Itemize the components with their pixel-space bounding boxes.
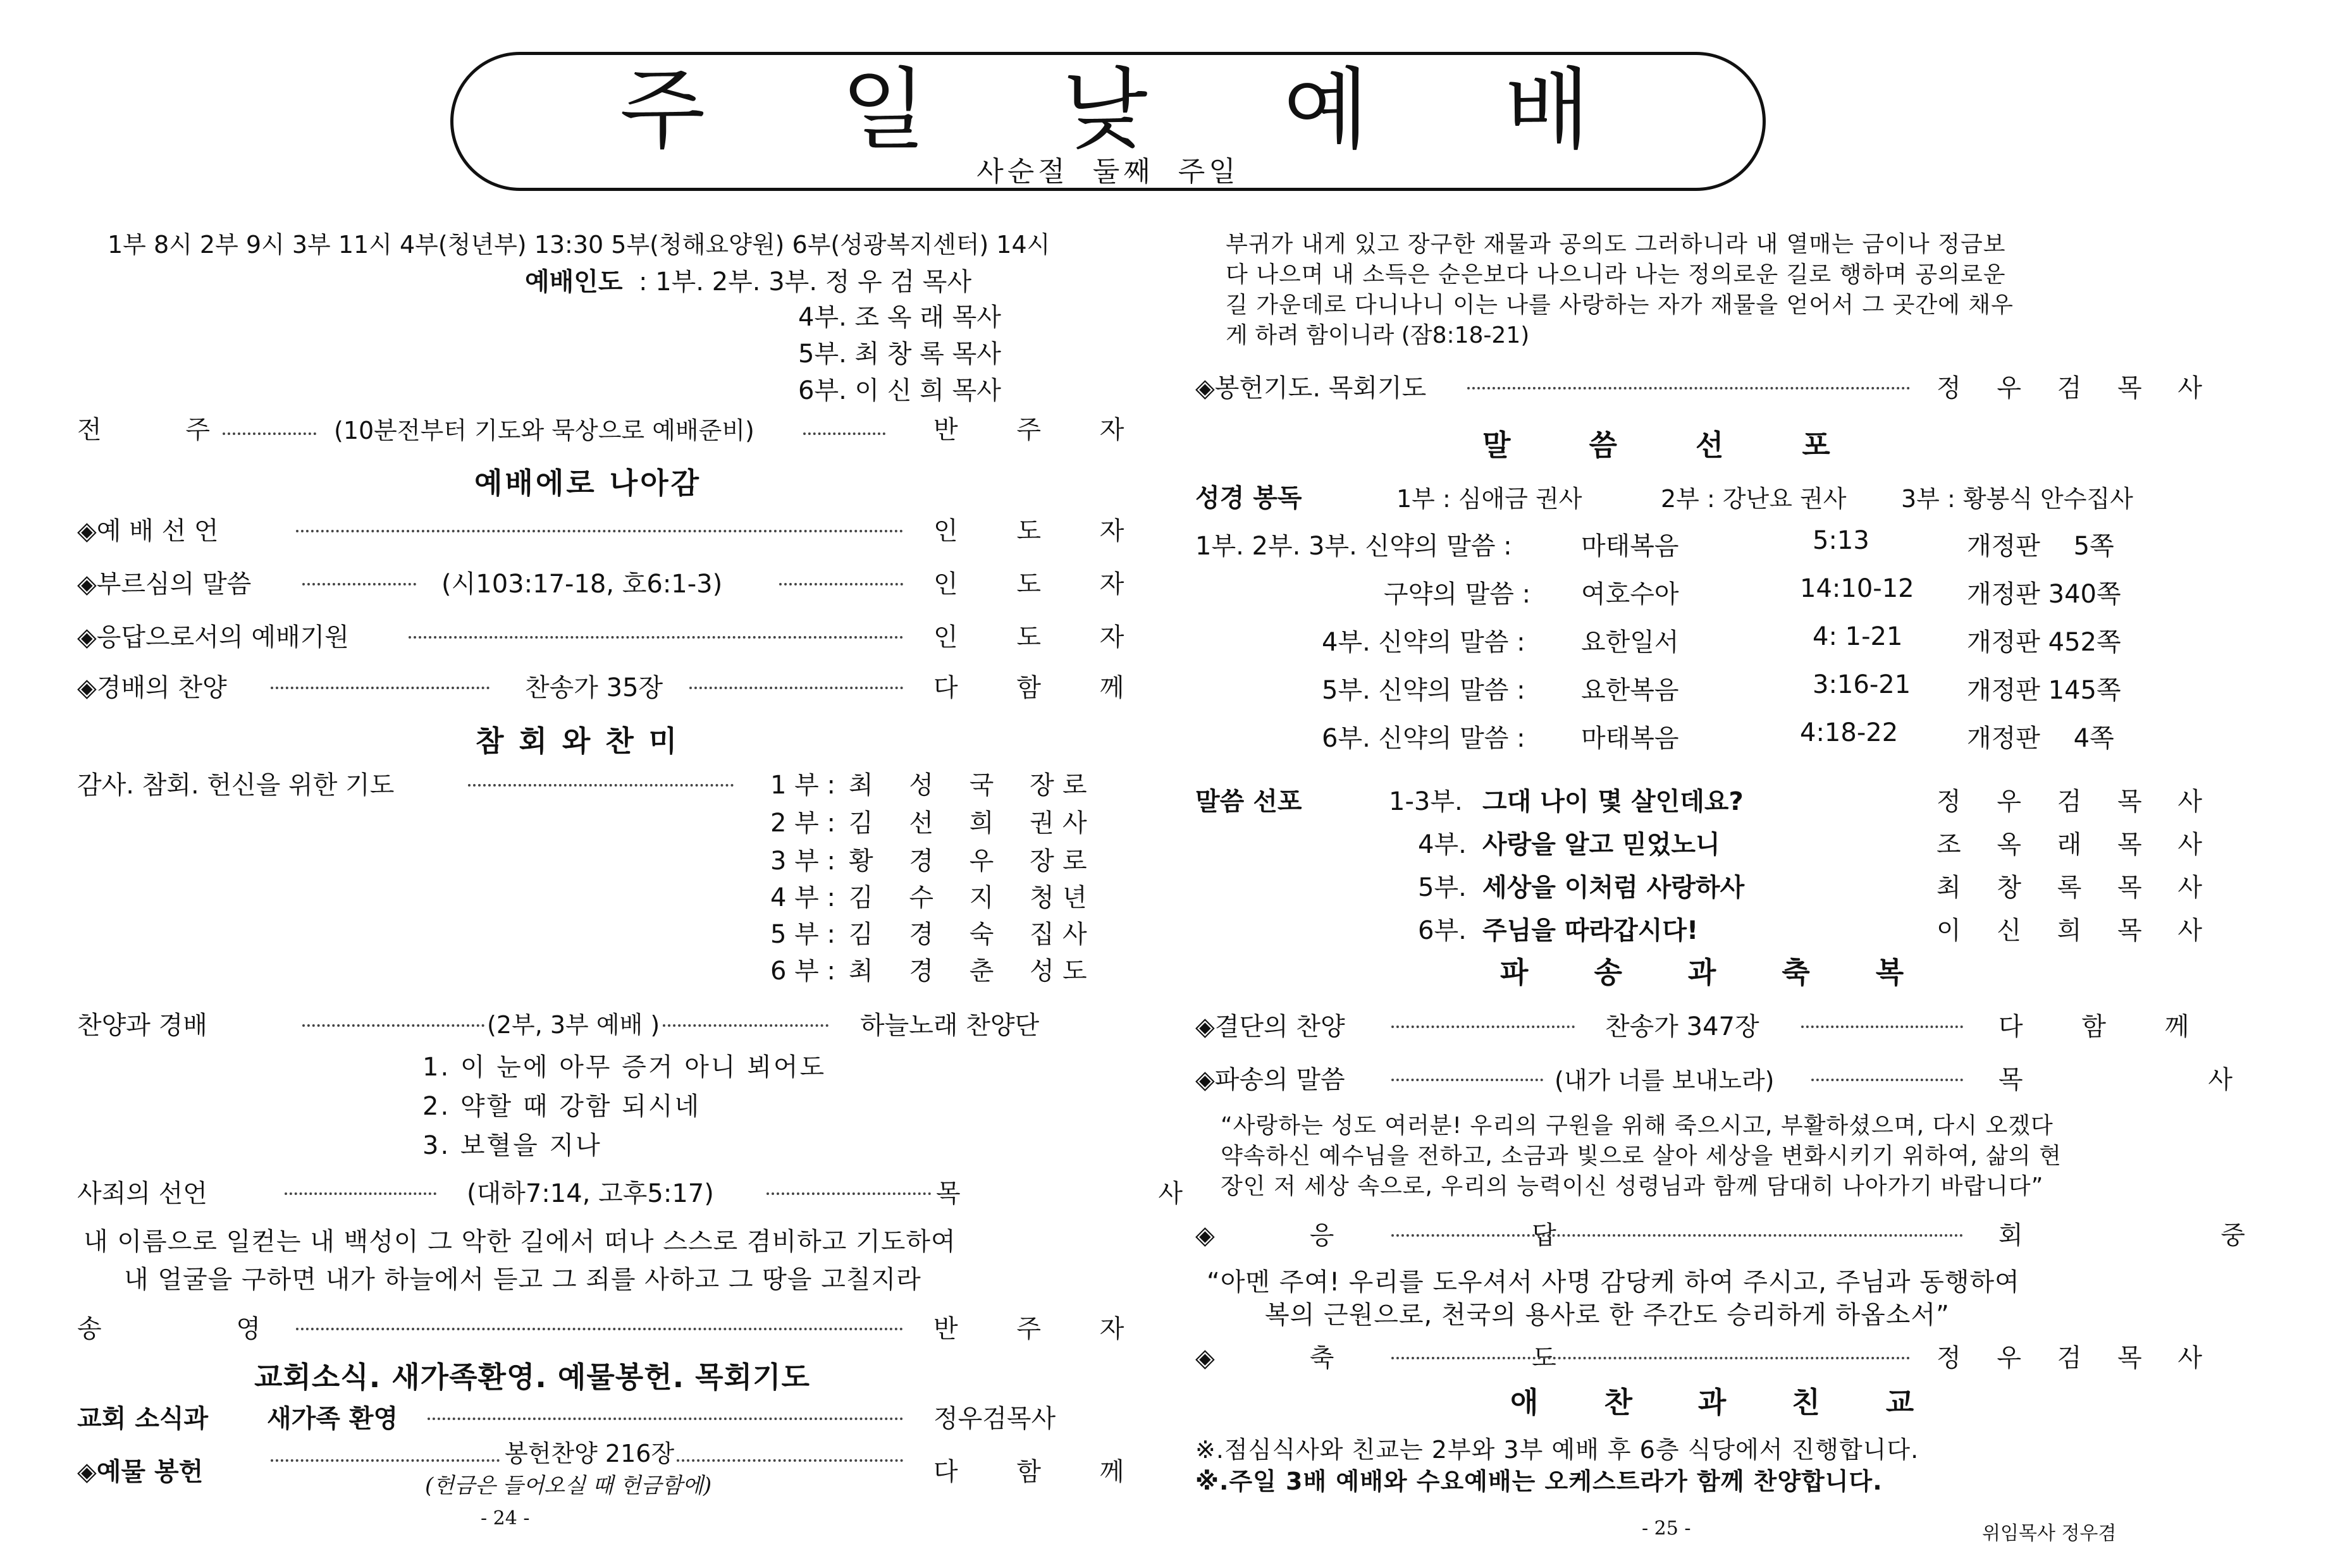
news-right: 정우검목사 [933, 1404, 1056, 1433]
choir-right: 하늘노래 찬양단 [860, 1011, 1040, 1040]
offering-label: ◈예물 봉헌 [77, 1457, 204, 1486]
absolution-right: 목 사 [936, 1179, 1278, 1208]
scripture-text-3: 길 가운데로 다니나니 이는 나를 사랑하는 자가 재물을 얻어서 그 곳간에 채우 [1226, 292, 2014, 318]
reading-book: 요한일서 [1581, 628, 1679, 657]
prayer-part: 4 부 : [770, 883, 835, 912]
reader-1: 1부 : 심애금 권사 [1396, 485, 1582, 513]
reading-page: 개정판 4쪽 [1967, 724, 2114, 753]
leader-dots [296, 1328, 903, 1330]
liturgy-label-2: ◈부르심의 말씀 [77, 570, 252, 599]
section-heading-6: 애 찬 과 친 교 [1510, 1385, 1917, 1419]
response-right: 회 중 [1998, 1221, 2340, 1250]
glory-right: 반 주 자 [933, 1314, 1150, 1344]
resolution-label: ◈결단의 찬양 [1195, 1012, 1345, 1041]
hymn-line-2: 2. 약할 때 강함 되시네 [422, 1092, 701, 1121]
page-number-right: - 25 - [1642, 1517, 1691, 1540]
leader-dots [1811, 1079, 1963, 1081]
prelude-note: (10분전부터 기도와 묵상으로 예배준비) [334, 417, 754, 444]
prayer-role: 년 [1062, 883, 1087, 912]
leader-dots [271, 1459, 500, 1462]
leader-dots [409, 636, 903, 639]
choir-label: 찬양과 경배 [77, 1011, 207, 1040]
section-heading-3: 교회소식. 새가족환영. 예물봉헌. 목회기도 [254, 1360, 810, 1394]
leader-dots [779, 583, 903, 585]
leaders-row-3: 5부. 최 창 록 목사 [798, 340, 1001, 369]
prayer-name: 김 선 희 권 [849, 809, 1068, 838]
prayer-name: 황 경 우 장 [849, 847, 1068, 876]
sermon-title: 사랑을 알고 믿었노니 [1482, 830, 1720, 859]
page-number-left: - 24 - [481, 1507, 530, 1529]
sending-text-2: 약속하신 예수님을 전하고, 소금과 빛으로 살아 세상을 변화시키기 위하여, 삶의 현 [1221, 1143, 2062, 1169]
leader-dots [468, 784, 734, 787]
response-text-2: 복의 근원으로, 천국의 용사로 한 주간도 승리하게 하옵소서” [1265, 1301, 1950, 1330]
scripture-text-2: 다 나으며 내 소득은 순은보다 나으니라 나는 정의로운 길로 행하며 공의로운 [1226, 262, 2006, 288]
leader-dots [302, 583, 416, 585]
reading-verse: 4: 1-21 [1813, 622, 1903, 651]
resolution-right: 다 함 께 [1998, 1012, 2215, 1041]
prelude-label: 전 주 [77, 415, 248, 444]
section-heading-2: 참 회 와 찬 미 [476, 724, 680, 758]
scripture-text-4: 게 하려 함이니라 (잠8:18-21) [1226, 322, 1530, 348]
liturgy-label-4: ◈경배의 찬양 [77, 673, 227, 702]
leader-dots [1801, 1026, 1963, 1028]
sermon-part: 6부. [1418, 916, 1467, 945]
sermon-preacher: 조 옥 래 목 사 [1937, 830, 2217, 859]
hymn-line-1: 1. 이 눈에 아무 증거 아니 뵈어도 [422, 1053, 827, 1082]
liturgy-right-4: 다 함 께 [933, 673, 1150, 702]
footer-pastor: 위임목사 정우겸 [1982, 1522, 2117, 1545]
offering-note: (헌금은 들어오실 때 헌금함에) [425, 1473, 712, 1498]
liturgy-right-2: 인 도 자 [933, 570, 1150, 599]
page-title: 주 일 낮 예 배 [619, 59, 1597, 162]
section-heading-4: 말 씀 선 포 [1482, 428, 1833, 462]
reading-part: 6부. 신약의 말씀 : [1322, 724, 1525, 753]
sermon-title: 주님을 따라갑시다! [1482, 916, 1699, 945]
page-subtitle: 사순절 둘째 주일 [976, 156, 1240, 188]
leader-dots [296, 530, 903, 532]
leader-dots [1467, 387, 1910, 389]
offering-right: 다 함 께 [933, 1457, 1150, 1486]
reading-verse: 3:16-21 [1813, 670, 1911, 699]
leader-dots [428, 1418, 903, 1420]
prayer-name: 김 수 지 청 [849, 883, 1068, 912]
reading-page: 개정판 340쪽 [1967, 580, 2121, 609]
reading-label: 성경 봉독 [1195, 484, 1302, 513]
sending-text-3: 장인 저 세상 속으로, 우리의 능력이신 성령님과 함께 담대히 나아가기 바랍니다” [1221, 1173, 2044, 1199]
prelude-right: 반 주 자 [933, 415, 1150, 444]
sermon-preacher: 최 창 록 목 사 [1937, 873, 2217, 902]
liturgy-middle-4: 찬송가 35장 [525, 673, 663, 702]
liturgy-right-1: 인 도 자 [933, 517, 1150, 546]
reading-book: 마태복음 [1581, 724, 1679, 753]
service-times: 1부 8시 2부 9시 3부 11시 4부(청년부) 13:30 5부(청해요양원) 6부(성광복지센터) 14시 [108, 231, 1050, 259]
absolution-text-1: 내 이름으로 일컫는 내 백성이 그 악한 길에서 떠나 스스로 겸비하고 기도하여 [83, 1227, 956, 1256]
prayer-name: 최 경 춘 성 [849, 957, 1068, 986]
reading-verse: 14:10-12 [1800, 574, 1914, 603]
leader-dots [767, 1192, 931, 1195]
reading-verse: 5:13 [1813, 526, 1869, 555]
leader-dots [223, 432, 316, 435]
reading-page: 개정판 452쪽 [1967, 628, 2121, 657]
prayer-part: 1 부 : [770, 771, 835, 800]
reader-3: 3부 : 황봉식 안수집사 [1901, 485, 2133, 513]
sending-right: 목 사 [1998, 1065, 2321, 1094]
reading-part: 1부. 2부. 3부. 신약의 말씀 : [1195, 532, 1512, 561]
prayer-part: 6 부 : [770, 957, 835, 986]
response-text-1: “아멘 주여! 우리를 도우셔서 사명 감당케 하여 주시고, 주님과 동행하여 [1207, 1268, 2020, 1297]
sermon-part: 1-3부. [1389, 787, 1463, 816]
sending-text-1: “사랑하는 성도 여러분! 우리의 구원을 위해 죽으시고, 부활하셨으며, 다시 오겠다 [1221, 1113, 2054, 1139]
reading-verse: 4:18-22 [1800, 718, 1899, 747]
prayer-part: 2 부 : [770, 809, 835, 838]
notice-2: ※.주일 3배 예배와 수요예배는 오케스트라가 함께 찬양합니다. [1195, 1467, 1883, 1495]
leaders-row-2: 4부. 조 옥 래 목사 [798, 303, 1001, 332]
leader-dots [1391, 1026, 1575, 1028]
blessing-right: 정 우 검 목 사 [1937, 1344, 2217, 1373]
prayer-role: 사 [1062, 809, 1087, 838]
scripture-text-1: 부귀가 내게 있고 장구한 재물과 공의도 그러하니라 내 열매는 금이나 정금보 [1226, 231, 2006, 257]
reading-part: 5부. 신약의 말씀 : [1322, 676, 1525, 705]
reading-book: 마태복음 [1581, 532, 1679, 561]
leader-dots [1391, 1079, 1543, 1081]
response-label: ◈응 답 [1195, 1221, 1651, 1250]
news-label: 교회 소식과 [77, 1404, 209, 1433]
sermon-label: 말씀 선포 [1195, 787, 1302, 816]
sermon-title: 그대 나이 몇 살인데요? [1482, 787, 1744, 816]
leader-dots [663, 1024, 828, 1027]
liturgy-right-3: 인 도 자 [933, 623, 1150, 652]
title-frame [450, 52, 1766, 191]
prayer-role: 도 [1062, 957, 1087, 986]
reading-page: 개정판 145쪽 [1967, 676, 2121, 705]
prayer-name: 김 경 숙 집 [849, 920, 1068, 949]
prayer-part: 5 부 : [770, 920, 835, 949]
absolution-text-2: 내 얼굴을 구하면 내가 하늘에서 듣고 그 죄를 사하고 그 땅을 고칠지라 [124, 1265, 921, 1294]
reading-book: 여호수아 [1581, 580, 1679, 609]
leader-dots [302, 1024, 484, 1027]
sermon-preacher: 정 우 검 목 사 [1937, 787, 2217, 816]
prayer-part: 3 부 : [770, 847, 835, 876]
resolution-hymn: 찬송가 347장 [1605, 1012, 1759, 1041]
sermon-preacher: 이 신 희 목 사 [1937, 916, 2217, 945]
section-heading-5: 파 송 과 축 복 [1500, 955, 1907, 989]
leader-dots [1391, 1234, 1963, 1237]
offering-prayer-label: ◈봉헌기도. 목회기도 [1195, 374, 1427, 403]
offering-prayer-right: 정 우 검 목 사 [1937, 374, 2217, 403]
leaders-label: 예배인도 [525, 267, 623, 297]
reading-book: 요한복음 [1581, 676, 1679, 705]
prayer-role: 로 [1062, 771, 1087, 800]
hymn-line-3: 3. 보혈을 지나 [422, 1131, 602, 1160]
prayer-role: 로 [1062, 847, 1087, 876]
reader-2: 2부 : 강난요 권사 [1661, 485, 1847, 513]
blessing-label: ◈축 도 [1195, 1344, 1651, 1373]
leader-dots [1391, 1357, 1910, 1359]
absolution-ref: (대하7:14, 고후5:17) [467, 1179, 714, 1208]
sermon-part: 5부. [1418, 873, 1467, 902]
liturgy-label-3: ◈응답으로서의 예배기원 [77, 623, 349, 652]
offering-hymn: 봉헌찬양 216장 [505, 1440, 675, 1467]
leaders-row-1: : 1부. 2부. 3부. 정 우 검 목사 [639, 267, 972, 297]
section-heading-1: 예배에로 나아감 [474, 466, 702, 500]
new-family-label: 새가족 환영 [267, 1404, 398, 1433]
reading-part: 4부. 신약의 말씀 : [1322, 628, 1525, 657]
reading-page: 개정판 5쪽 [1967, 532, 2114, 561]
liturgy-middle-2: (시103:17-18, 호6:1-3) [441, 570, 723, 599]
leader-dots [689, 687, 903, 689]
prayer-role: 사 [1062, 920, 1087, 949]
leader-dots [285, 1192, 436, 1195]
liturgy-label-1: ◈예 배 선 언 [77, 517, 219, 546]
sermon-title: 세상을 이처럼 사랑하사 [1482, 873, 1745, 902]
absolution-label: 사죄의 선언 [77, 1179, 207, 1208]
prayer-label: 감사. 참회. 헌신을 위한 기도 [77, 771, 395, 800]
notice-1: ※.점심식사와 친교는 2부와 3부 예배 후 6층 식당에서 진행합니다. [1195, 1436, 1919, 1464]
sending-ref: (내가 너를 보내노라) [1555, 1067, 1775, 1094]
sending-label: ◈파송의 말씀 [1195, 1065, 1345, 1094]
leader-dots [271, 687, 490, 689]
leaders-row-4: 6부. 이 신 희 목사 [798, 376, 1001, 405]
sermon-part: 4부. [1418, 830, 1467, 859]
reading-part: 구약의 말씀 : [1384, 580, 1531, 609]
leader-dots [677, 1459, 903, 1462]
glory-label: 송 영 [77, 1314, 324, 1344]
choir-note: (2부, 3부 예배 ) [487, 1011, 660, 1039]
leader-dots [803, 432, 885, 435]
prayer-name: 최 성 국 장 [849, 771, 1068, 800]
